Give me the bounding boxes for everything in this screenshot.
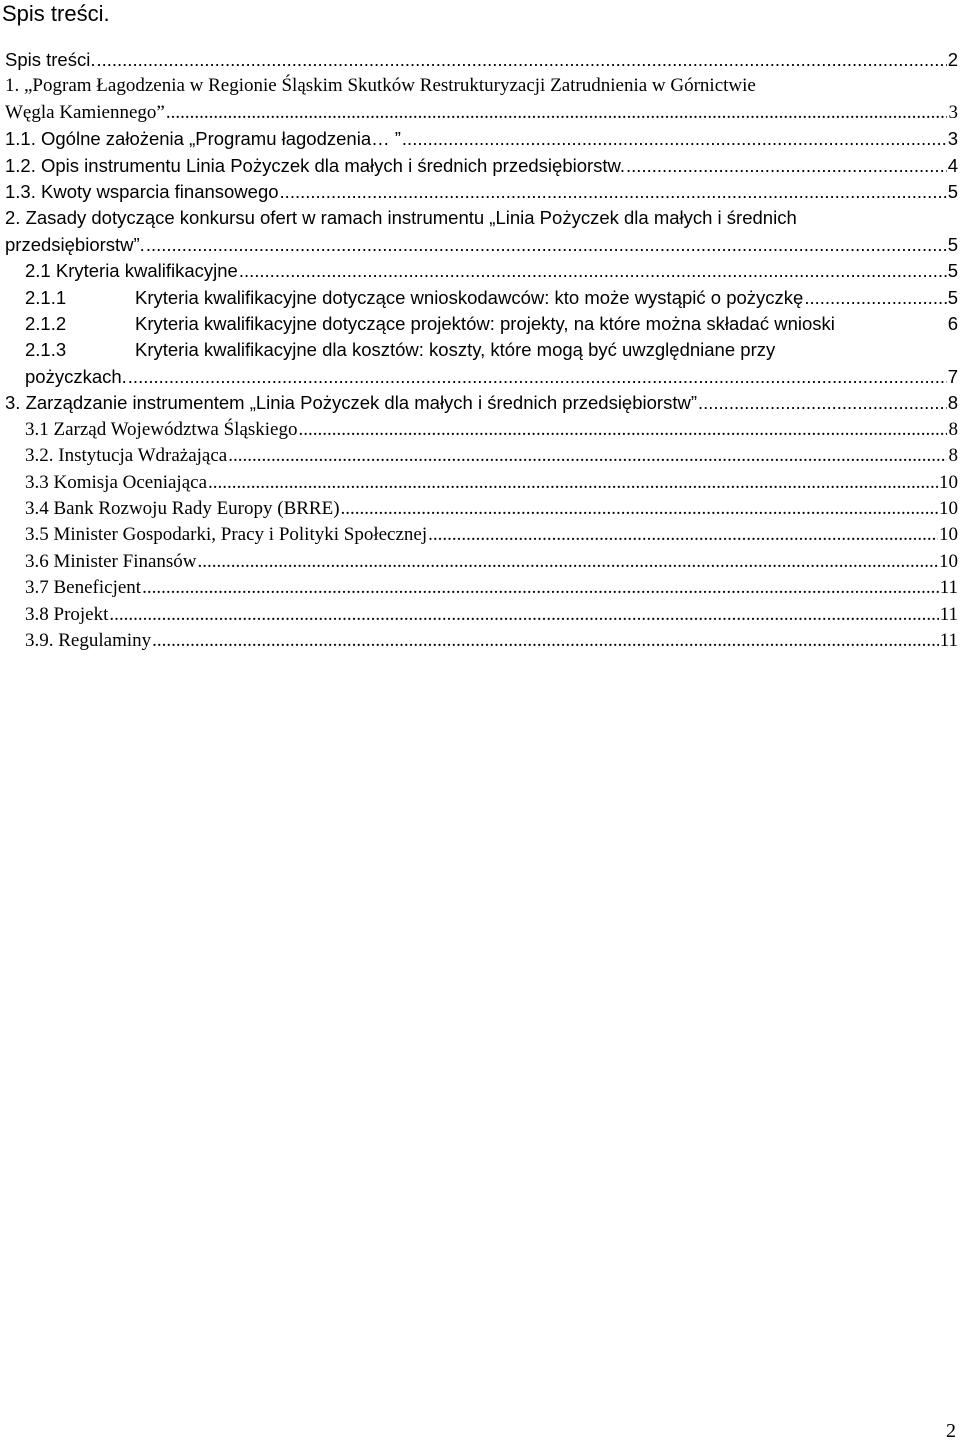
dot-leader	[146, 232, 947, 258]
toc-entry-title: 3.9. Regulaminy	[25, 629, 152, 651]
toc-entry-continuation[interactable]	[5, 100, 958, 126]
toc-entry-title: 3.3 Komisja Oceniająca	[25, 471, 208, 493]
dot-leader	[152, 628, 939, 654]
toc-entry-page: 7	[947, 365, 958, 387]
toc-entry-page: 6	[947, 313, 958, 335]
dot-leader	[626, 153, 947, 179]
toc-entry-title: 1.2. Opis instrumentu Linia Pożyczek dla małych i średnich przedsiębiorstw.	[5, 154, 626, 176]
table-of-contents	[5, 47, 958, 654]
toc-entry-title: Kryteria kwalifikacyjne dla kosztów: koszty, które mogą być uwzględniane przy	[135, 339, 776, 361]
toc-entry-title: pożyczkach.	[25, 365, 127, 387]
toc-entry-title: 1. „Pogram Łagodzenia w Regionie Śląskim Skutków Restrukturyzacji Zatrudnienia w Górnictwie	[5, 75, 756, 97]
dot-leader	[402, 126, 947, 152]
dot-leader	[280, 179, 947, 205]
toc-entry[interactable]	[5, 311, 958, 337]
toc-entry[interactable]	[5, 602, 958, 628]
toc-entry-page: 10	[939, 497, 958, 519]
dot-leader	[198, 549, 938, 575]
toc-entry-title: 3. Zarządzanie instrumentem „Linia Pożyczek dla małych i średnich przedsiębiorstw”	[5, 392, 697, 414]
toc-entry[interactable]	[5, 205, 958, 231]
toc-entry-title: 1.3. Kwoty wsparcia finansowego	[5, 181, 279, 203]
toc-entry[interactable]	[5, 258, 958, 284]
toc-entry-continuation[interactable]	[5, 232, 958, 258]
toc-entry-title: 3.5 Minister Gospodarki, Pracy i Polityki Społecznej	[25, 524, 428, 546]
dot-leader	[228, 443, 947, 469]
toc-entry-page: 5	[947, 181, 958, 203]
toc-entry[interactable]	[5, 390, 958, 416]
toc-entry-title: 3.1 Zarząd Województwa Śląskiego	[25, 418, 298, 440]
dot-leader	[96, 47, 946, 73]
toc-entry[interactable]	[5, 153, 958, 179]
toc-entry-page: 2	[947, 49, 958, 70]
toc-entry[interactable]	[5, 179, 958, 205]
toc-entry-page: 10	[939, 550, 958, 572]
document-heading: Spis treści.	[2, 1, 110, 26]
toc-entry[interactable]	[5, 522, 958, 548]
toc-entry-title: 3.2. Instytucja Wdrażająca	[25, 445, 228, 467]
dot-leader	[428, 522, 938, 548]
toc-entry[interactable]	[5, 337, 958, 363]
toc-entry-number: 2.1.2	[25, 313, 67, 335]
toc-entry-page: 8	[947, 392, 958, 414]
toc-entry-page: 11	[939, 629, 958, 651]
toc-entry-page: 10	[939, 524, 958, 546]
toc-entry-title: Kryteria kwalifikacyjne dotyczące wnioskodawców: kto może wystąpić o pożyczkę	[135, 286, 804, 308]
dot-leader	[698, 390, 947, 416]
toc-entry-page: 5	[947, 260, 958, 282]
toc-entry-page: 8	[948, 418, 958, 440]
toc-entry-page: 4	[947, 154, 958, 176]
toc-entry-page: 5	[947, 286, 958, 308]
toc-entry-title: 2.1 Kryteria kwalifikacyjne	[25, 260, 238, 282]
toc-entry[interactable]	[5, 285, 958, 311]
toc-entry-title: 3.6 Minister Finansów	[25, 550, 197, 572]
toc-entry-number: 2.1.1	[25, 286, 67, 308]
toc-entry[interactable]	[5, 470, 958, 496]
toc-entry-continuation[interactable]	[5, 364, 958, 390]
toc-entry[interactable]	[5, 575, 958, 601]
toc-entry-title: 3.8 Projekt	[25, 603, 109, 625]
toc-entry-number: 2.1.3	[25, 339, 67, 361]
dot-leader	[109, 602, 938, 628]
dot-leader	[128, 364, 947, 390]
toc-entry[interactable]	[5, 549, 958, 575]
toc-entry-title: przedsiębiorstw”.	[5, 233, 145, 255]
toc-entry-title: Węgla Kamiennego”	[5, 101, 165, 123]
toc-entry-title: 3.4 Bank Rozwoju Rady Europy (BRRE)	[25, 497, 340, 519]
toc-entry-title: 3.7 Beneficjent	[25, 577, 142, 599]
toc-entry[interactable]	[5, 73, 958, 99]
toc-entry-page: 11	[939, 603, 958, 625]
toc-entry-title: Spis treści.	[5, 49, 96, 70]
toc-entry-title: 1.1. Ogólne założenia „Programu łagodzenia… ”	[5, 128, 401, 150]
toc-entry-page: 3	[947, 128, 958, 150]
toc-entry-page: 5	[947, 233, 958, 255]
dot-leader	[341, 496, 938, 522]
dot-leader	[208, 470, 938, 496]
toc-entry-page: 10	[939, 471, 958, 493]
toc-entry-page: 3	[948, 101, 958, 123]
dot-leader	[804, 285, 946, 311]
dot-leader	[299, 417, 948, 443]
toc-entry[interactable]	[5, 417, 958, 443]
dot-leader	[142, 575, 939, 601]
dot-leader	[239, 258, 947, 284]
page-number: 2	[946, 1420, 956, 1442]
toc-entry-page: 11	[939, 577, 958, 599]
toc-entry[interactable]	[5, 126, 958, 152]
dot-leader	[166, 100, 947, 126]
toc-entry[interactable]	[5, 628, 958, 654]
toc-entry-title: 2. Zasady dotyczące konkursu ofert w ramach instrumentu „Linia Pożyczek dla małych i średnich	[5, 207, 797, 229]
toc-entry-title: Kryteria kwalifikacyjne dotyczące projektów: projekty, na które można składać wnioski	[135, 313, 835, 335]
toc-entry[interactable]	[5, 443, 958, 469]
toc-entry[interactable]	[5, 47, 958, 73]
toc-entry-page: 8	[948, 445, 958, 467]
toc-entry[interactable]	[5, 496, 958, 522]
